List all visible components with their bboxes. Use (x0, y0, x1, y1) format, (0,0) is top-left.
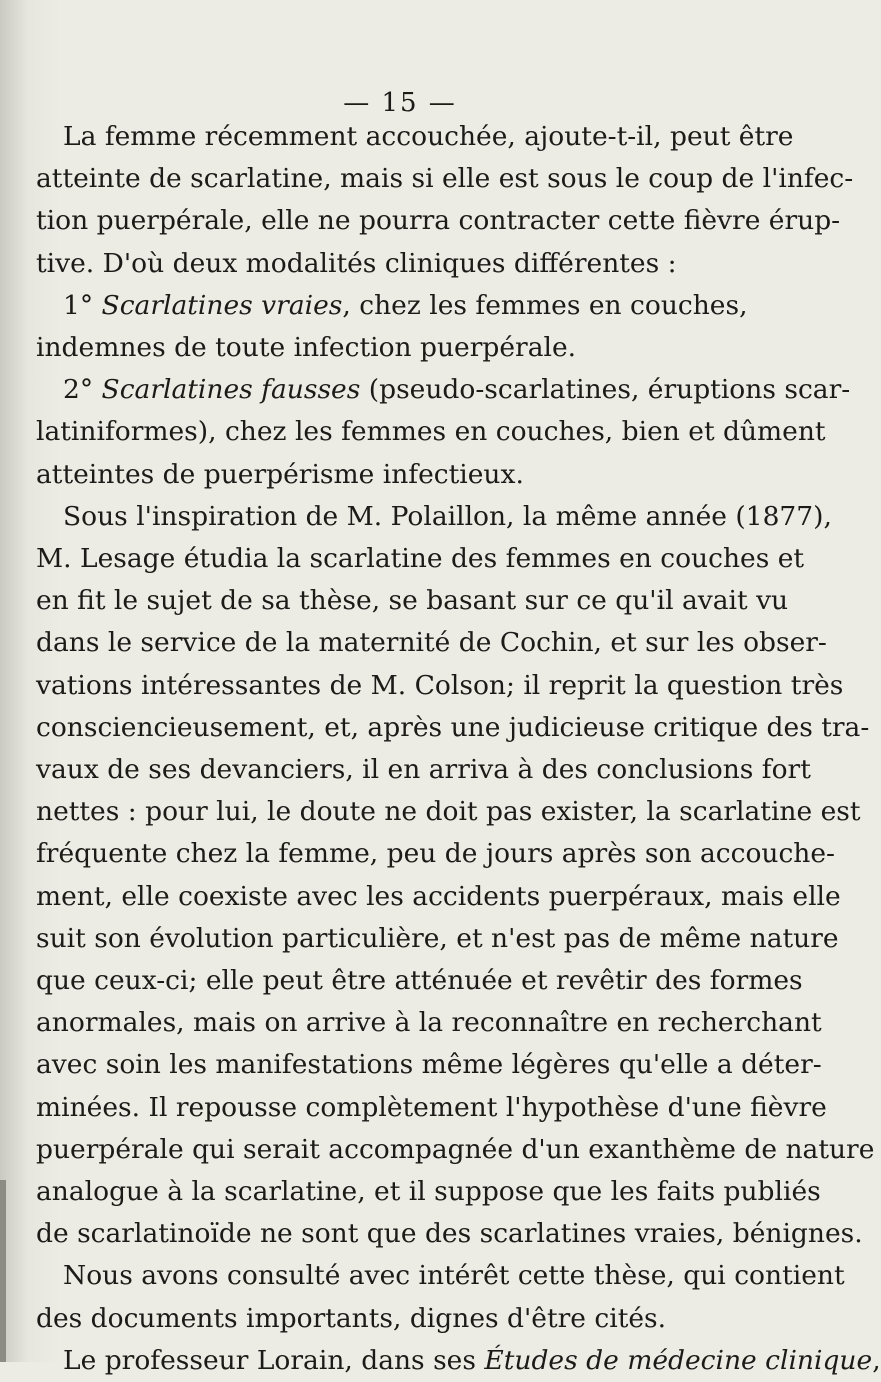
text-line (36, 538, 805, 580)
text-span: atteintes de puerpérisme infectieux. (36, 458, 524, 490)
text-span: avec soin les manifestations même légères qu'elle a déter- (36, 1049, 822, 1081)
italic-title: Scarlatines fausses (101, 374, 361, 406)
text-line (36, 285, 748, 327)
italic-title: Scarlatines vraies (101, 289, 343, 321)
text-span: tion puerpérale, elle ne pourra contracter cette fièvre érup- (36, 205, 841, 237)
page-edge-shadow (0, 1180, 6, 1362)
text-span: indemnes de toute infection puerpérale. (36, 332, 577, 364)
body-text (36, 116, 881, 1382)
text-line (36, 876, 841, 918)
text-span: (pseudo-scarlatines, éruptions scar- (360, 374, 851, 406)
text-span: vaux de ses devanciers, il en arriva à des conclusions fort (36, 754, 811, 786)
text-line (36, 158, 854, 200)
text-span: minées. Il repousse complètement l'hypothèse d'une fièvre (36, 1091, 827, 1123)
text-span: M. Lesage étudia la scarlatine des femmes en couches et (36, 543, 805, 575)
text-span: nettes : pour lui, le doute ne doit pas exister, la scarlatine est (36, 796, 861, 828)
text-line (36, 791, 861, 833)
text-line (36, 411, 826, 453)
text-line (36, 1340, 881, 1382)
text-span: que ceux-ci; elle peut être atténuée et revêtir des formes (36, 965, 803, 997)
text-line (36, 580, 789, 622)
text-line (36, 327, 714, 369)
text-span: Nous avons consulté avec intérêt cette thèse, qui contient (63, 1260, 845, 1292)
text-line (36, 116, 794, 158)
text-span: , (872, 1344, 881, 1376)
text-span: latiniformes), chez les femmes en couches, bien et dûment (36, 416, 826, 448)
text-span: en fit le sujet de sa thèse, se basant sur ce qu'il avait vu (36, 585, 789, 617)
text-line (36, 960, 803, 1002)
text-line (36, 454, 714, 496)
text-span: vations intéressantes de M. Colson; il reprit la question très (36, 669, 844, 701)
text-span: 2° (63, 374, 102, 406)
italic-title: Études de médecine clinique (484, 1344, 873, 1376)
text-line (36, 243, 714, 285)
text-line (36, 1129, 875, 1171)
text-line (36, 200, 841, 242)
text-line (36, 1171, 821, 1213)
text-span: suit son évolution particulière, et n'est pas de même nature (36, 922, 839, 954)
text-span: dans le service de la maternité de Cochin, et sur les obser- (36, 627, 827, 659)
text-span: des documents importants, dignes d'être cités. (36, 1302, 667, 1334)
text-span: consciencieusement, et, après une judicieuse critique des tra- (36, 711, 870, 743)
text-span: ment, elle coexiste avec les accidents puerpéraux, mais elle (36, 880, 841, 912)
text-line (36, 665, 844, 707)
text-span: fréquente chez la femme, peu de jours après son accouche- (36, 838, 836, 870)
text-line (36, 833, 836, 875)
text-line (36, 707, 870, 749)
text-line (36, 622, 827, 664)
page-number: — 15 — (343, 88, 457, 118)
text-line (36, 1213, 863, 1255)
text-line (36, 1002, 822, 1044)
text-span: de scarlatinoïde ne sont que des scarlatines vraies, bénignes. (36, 1218, 863, 1250)
text-span: anormales, mais on arrive à la reconnaître en recherchant (36, 1007, 822, 1039)
text-line (36, 369, 851, 411)
text-line (36, 1044, 822, 1086)
text-span: , chez les femmes en couches, (342, 289, 748, 321)
text-line (36, 1298, 714, 1340)
text-span: Le professeur Lorain, dans ses (63, 1344, 485, 1376)
text-line (36, 1255, 845, 1297)
text-line (36, 749, 811, 791)
text-span: atteinte de scarlatine, mais si elle est sous le coup de l'infec- (36, 163, 854, 195)
text-line (36, 918, 839, 960)
text-line (36, 1087, 827, 1129)
text-span: La femme récemment accouchée, ajoute-t-il, peut être (63, 121, 794, 152)
text-span: analogue à la scarlatine, et il suppose que les faits publiés (36, 1176, 821, 1208)
text-span: puerpérale qui serait accompagnée d'un exanthème de nature (36, 1133, 875, 1165)
text-line (36, 496, 832, 538)
text-span: Sous l'inspiration de M. Polaillon, la même année (1877), (63, 500, 832, 532)
text-span: 1° (63, 289, 102, 321)
text-span: tive. D'où deux modalités cliniques différentes : (36, 247, 677, 279)
